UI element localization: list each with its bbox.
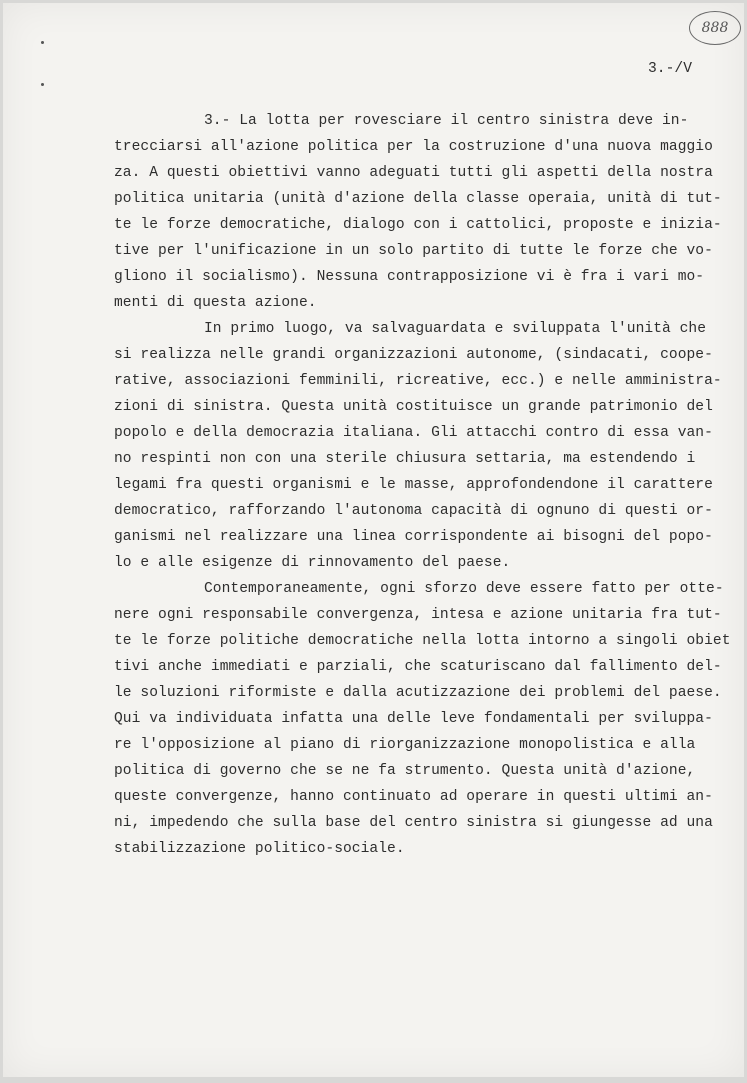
margin-mark xyxy=(41,41,44,44)
text-line: politica di governo che se ne fa strumento. Questa unità d'azione, xyxy=(114,763,696,779)
text-line: legami fra questi organismi e le masse, approfondendone il carattere xyxy=(114,477,713,493)
text-line: Qui va individuata infatta una delle leve fondamentali per sviluppa- xyxy=(114,711,713,727)
text-line: te le forze democratiche, dialogo con i cattolici, proposte e inizia- xyxy=(114,217,722,233)
text-line: democratico, rafforzando l'autonoma capacità di ognuno di questi or- xyxy=(114,503,713,519)
text-line: no respinti non con una sterile chiusura settaria, ma estendendo i xyxy=(114,451,696,467)
text-line: popolo e della democrazia italiana. Gli attacchi contro di essa van- xyxy=(114,425,713,441)
text-line: za. A questi obiettivi vanno adeguati tutti gli aspetti della nostra xyxy=(114,165,713,181)
text-line: In primo luogo, va salvaguardata e sviluppata l'unità che xyxy=(204,321,707,337)
text-line: trecciarsi all'azione politica per la costruzione d'una nuova maggio xyxy=(114,139,713,155)
text-line: rative, associazioni femminili, ricreative, ecc.) e nelle amministra- xyxy=(114,373,722,389)
text-line: lo e alle esigenze di rinnovamento del paese. xyxy=(114,555,511,571)
margin-mark xyxy=(41,83,44,86)
text-line: zioni di sinistra. Questa unità costituisce un grande patrimonio del xyxy=(114,399,713,415)
text-line: ganismi nel realizzare una linea corrispondente ai bisogni del popo- xyxy=(114,529,713,545)
text-line: stabilizzazione politico-sociale. xyxy=(114,841,405,857)
text-line: si realizza nelle grandi organizzazioni autonome, (sindacati, coope- xyxy=(114,347,713,363)
text-line: tive per l'unificazione in un solo partito di tutte le forze che vo- xyxy=(114,243,713,259)
text-line: 3.- La lotta per rovesciare il centro sinistra deve in- xyxy=(204,113,689,129)
archive-stamp: 888 xyxy=(689,11,741,45)
text-line: ni, impedendo che sulla base del centro sinistra si giungesse ad una xyxy=(114,815,713,831)
text-line: menti di questa azione. xyxy=(114,295,317,311)
text-line: nere ogni responsabile convergenza, intesa e azione unitaria fra tut- xyxy=(114,607,722,623)
text-line: Contemporaneamente, ogni sforzo deve essere fatto per otte- xyxy=(204,581,724,597)
text-line: te le forze politiche democratiche nella lotta intorno a singoli obiet xyxy=(114,633,731,649)
text-line: gliono il socialismo). Nessuna contrapposizione vi è fra i vari mo- xyxy=(114,269,705,285)
text-line: queste convergenze, hanno continuato ad operare in questi ultimi an- xyxy=(114,789,713,805)
text-line: politica unitaria (unità d'azione della classe operaia, unità di tut- xyxy=(114,191,722,207)
document-page xyxy=(3,3,744,1077)
page-reference: 3.-/V xyxy=(648,61,693,77)
text-line: tivi anche immediati e parziali, che scaturiscano dal fallimento del- xyxy=(114,659,722,675)
text-line: re l'opposizione al piano di riorganizzazione monopolistica e alla xyxy=(114,737,696,753)
text-line: le soluzioni riformiste e dalla acutizzazione dei problemi del paese. xyxy=(114,685,722,701)
